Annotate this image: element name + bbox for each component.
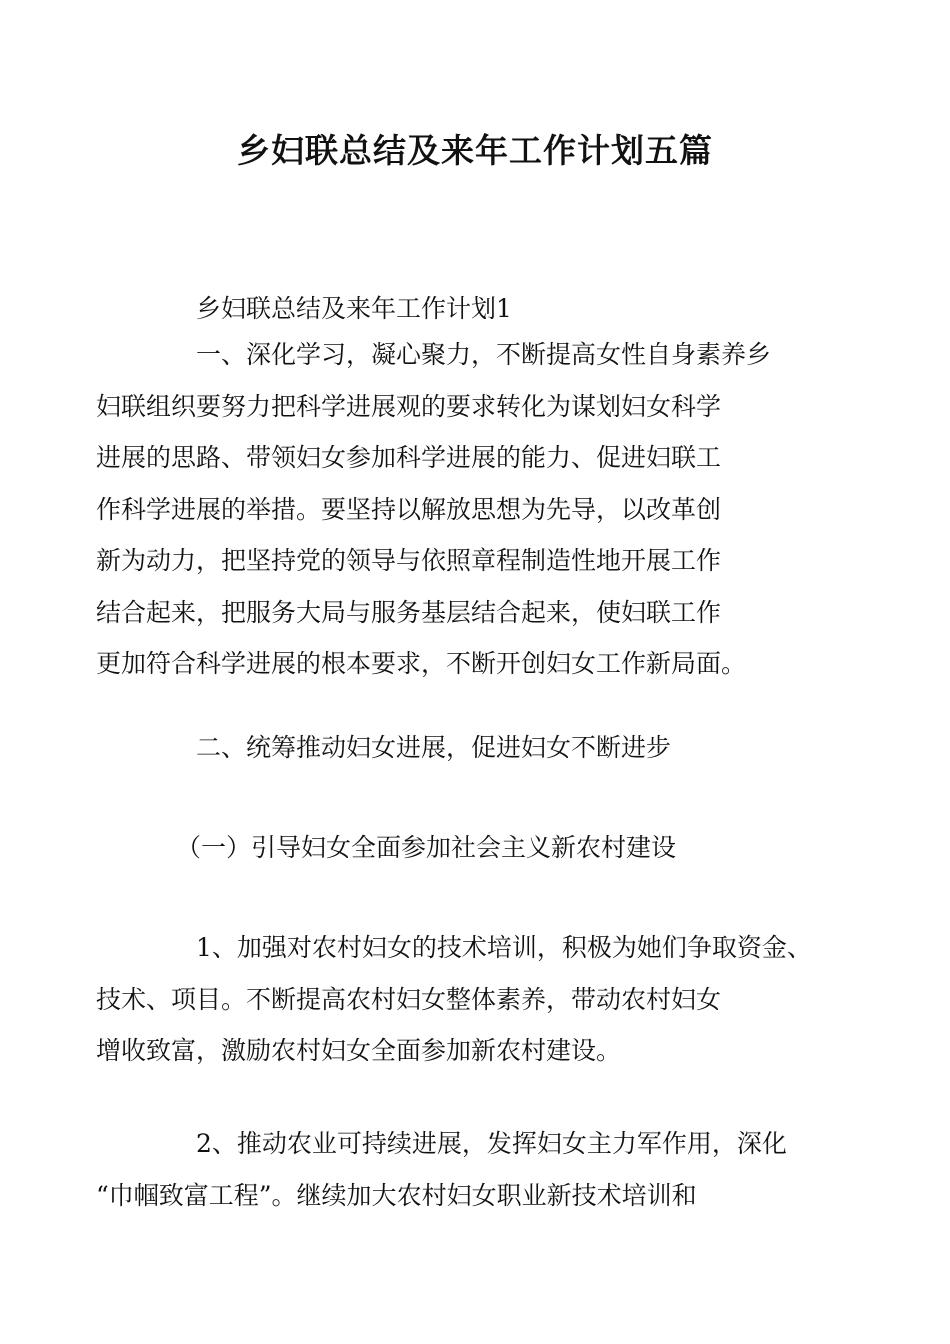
heading-text: （一）引导妇女全面参加社会主义新农村建设 xyxy=(176,833,677,862)
paragraph-line: 技术、项目。不断提高农村妇女整体素养，带动农村妇女 xyxy=(96,984,722,1014)
paragraph-2 xyxy=(96,922,826,1077)
subtitle-text: 乡妇联总结及来年工作计划1 xyxy=(196,294,512,323)
section-heading-2 xyxy=(146,722,826,774)
paragraph-line: 作科学进展的举措。要坚持以解放思想为先导，以改革创 xyxy=(96,494,722,524)
paragraph-line: 2、推动农业可持续进展，发挥妇女主力军作用，深化 xyxy=(196,1129,787,1158)
heading-text: 二、统筹推动妇女进展，促进妇女不断进步 xyxy=(196,733,672,762)
document-title: 乡妇联总结及来年工作计划五篇 xyxy=(237,131,713,170)
paragraph-line: “巾帼致富工程”。继续加大农村妇女职业新技术培训和 xyxy=(96,1180,697,1210)
paragraph-3 xyxy=(96,1118,826,1221)
paragraph-line: 新为动力，把坚持党的领导与依照章程制造性地开展工作 xyxy=(96,546,722,575)
paragraph-line: 更加符合科学进展的根本要求，不断开创妇女工作新局面。 xyxy=(96,649,747,678)
paragraph-line: 1、加强对农村妇女的技术培训，积极为她们争取资金、 xyxy=(196,933,812,962)
paragraph-line: 一、深化学习，凝心聚力，不断提高女性自身素养乡 xyxy=(196,340,772,369)
paragraph-line: 结合起来，把服务大局与服务基层结合起来，使妇联工作 xyxy=(96,597,722,627)
section-subtitle xyxy=(146,283,826,335)
paragraph-line: 增收致富，激励农村妇女全面参加新农村建设。 xyxy=(96,1036,622,1065)
paragraph-line: 进展的思路、带领妇女参加科学进展的能力、促进妇联工 xyxy=(96,443,722,472)
paragraph-line: 妇联组织要努力把科学进展观的要求转化为谋划妇女科学 xyxy=(96,391,722,421)
section-heading-3 xyxy=(146,822,826,874)
paragraph-1 xyxy=(96,329,826,690)
